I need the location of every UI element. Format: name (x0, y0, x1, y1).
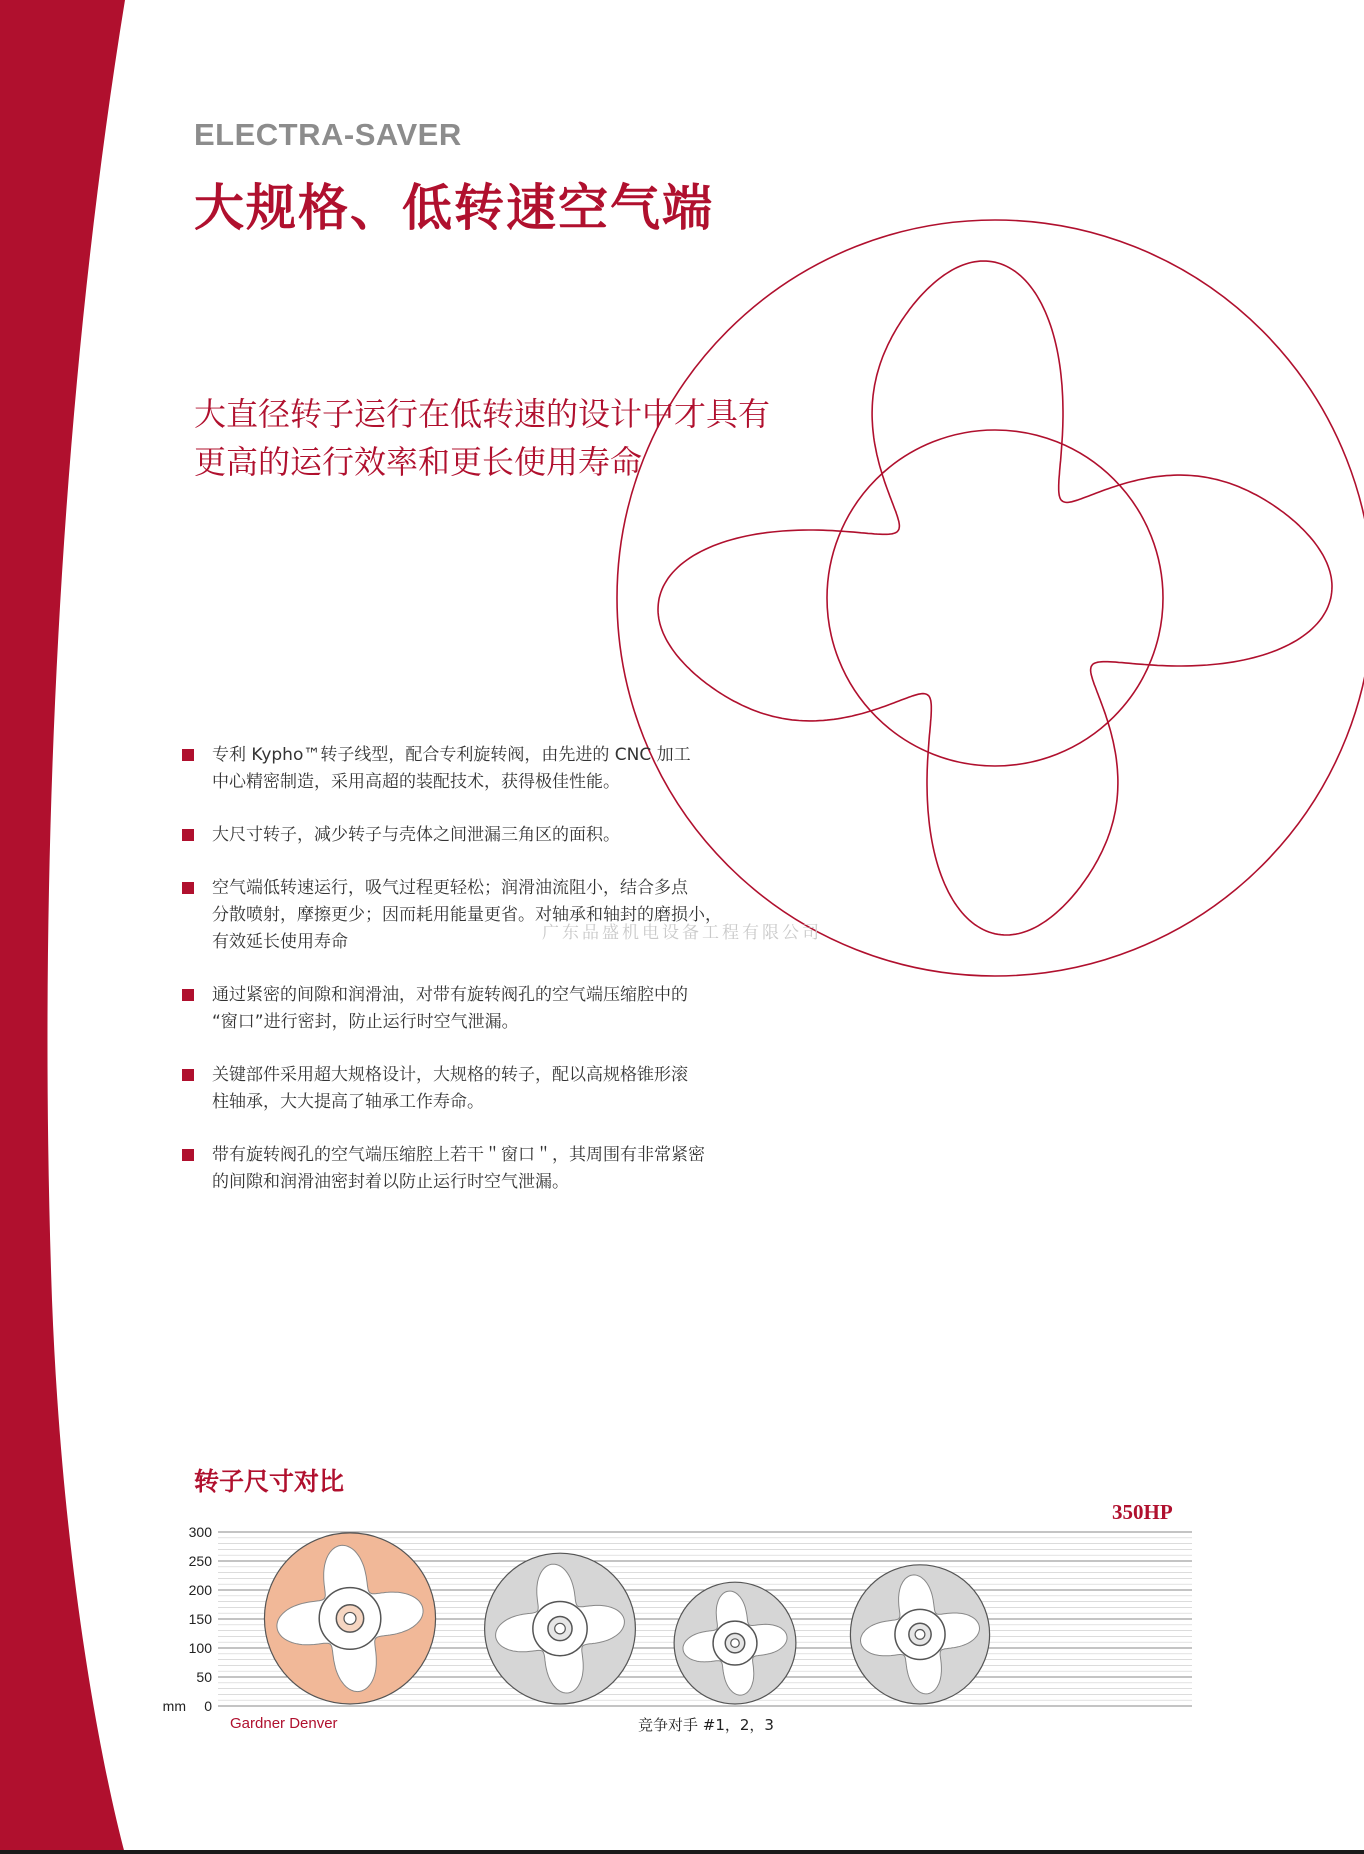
y-tick-label: 300 (188, 1524, 212, 1540)
competitor-rotor-disc (850, 1565, 989, 1704)
feature-text-line: 有效延长使用寿命 (212, 932, 348, 952)
feature-item (182, 1062, 752, 1116)
competitor-rotor-disc (485, 1553, 636, 1704)
gardner-denver-label: Gardner Denver (230, 1715, 338, 1732)
chart-title: 转子尺寸对比 (194, 1467, 345, 1496)
hp-annotation: 350HP (1112, 1500, 1173, 1524)
rotor-lobe-profile (658, 261, 1332, 935)
feature-text-line: 的间隙和润滑油密封着以防止运行时空气泄漏。 (212, 1172, 569, 1192)
feature-text-line: 柱轴承，大大提高了轴承工作寿命。 (212, 1092, 484, 1112)
y-tick-label: 150 (188, 1611, 212, 1627)
feature-item (182, 1142, 752, 1196)
feature-item (182, 875, 752, 956)
bullet-square-icon (182, 989, 194, 1001)
feature-text-line: 大尺寸转子，减少转子与壳体之间泄漏三角区的面积。 (212, 825, 620, 845)
y-tick-label: 250 (188, 1553, 212, 1569)
inner-hub-circle (827, 430, 1163, 766)
feature-text-line: “窗口”进行密封，防止运行时空气泄漏。 (212, 1012, 519, 1032)
feature-text-line: 带有旋转阀孔的空气端压缩腔上若干＂窗口＂，其周围有非常紧密 (212, 1145, 705, 1165)
page-title: 大规格、低转速空气端 (194, 179, 714, 237)
feature-text-line: 空气端低转速运行，吸气过程更轻松；润滑油流阻小，结合多点 (212, 878, 688, 898)
bullet-square-icon (182, 829, 194, 841)
bullet-square-icon (182, 882, 194, 894)
subtitle (194, 390, 814, 486)
brand-name: ELECTRA-SAVER (194, 117, 462, 152)
bullet-square-icon (182, 749, 194, 761)
feature-item (182, 742, 752, 796)
rotor-size-chart (162, 1520, 1200, 1750)
subtitle-line-1: 大直径转子运行在低转速的设计中才具有 (194, 395, 771, 433)
feature-item (182, 982, 752, 1036)
bottom-rule (0, 1850, 1364, 1854)
feature-text-line: 专利 Kypho™转子线型，配合专利旋转阀，由先进的 CNC 加工 (212, 745, 691, 765)
y-tick-label: 200 (188, 1582, 212, 1598)
y-tick-label: 100 (188, 1640, 212, 1656)
rotor-shaft (555, 1623, 566, 1634)
y-unit-label: mm (162, 1698, 186, 1714)
rotor-shaft (731, 1639, 740, 1648)
competitors-label: 竞争对手 #1，2，3 (638, 1716, 774, 1734)
bullet-square-icon (182, 1069, 194, 1081)
feature-list (182, 742, 752, 1222)
gardner-rotor-disc (264, 1533, 435, 1704)
company-watermark: 广东品盛机电设备工程有限公司 (542, 923, 822, 943)
feature-text-line: 关键部件采用超大规格设计，大规格的转子，配以高规格锥形滚 (212, 1065, 688, 1085)
bullet-square-icon (182, 1149, 194, 1161)
feature-text-line: 分散喷射，摩擦更少；因而耗用能量更省。对轴承和轴封的磨损小， (212, 905, 722, 925)
feature-text-line: 中心精密制造，采用高超的装配技术，获得极佳性能。 (212, 772, 620, 792)
y-tick-label: 0 (204, 1698, 212, 1714)
subtitle-line-2: 更高的运行效率和更长使用寿命 (194, 443, 643, 481)
rotor-shaft (344, 1612, 356, 1624)
feature-item (182, 822, 752, 849)
y-tick-label: 50 (196, 1669, 212, 1685)
rotor-shaft (915, 1630, 925, 1640)
feature-text-line: 通过紧密的间隙和润滑油，对带有旋转阀孔的空气端压缩腔中的 (212, 985, 688, 1005)
competitor-rotor-disc (674, 1582, 796, 1704)
